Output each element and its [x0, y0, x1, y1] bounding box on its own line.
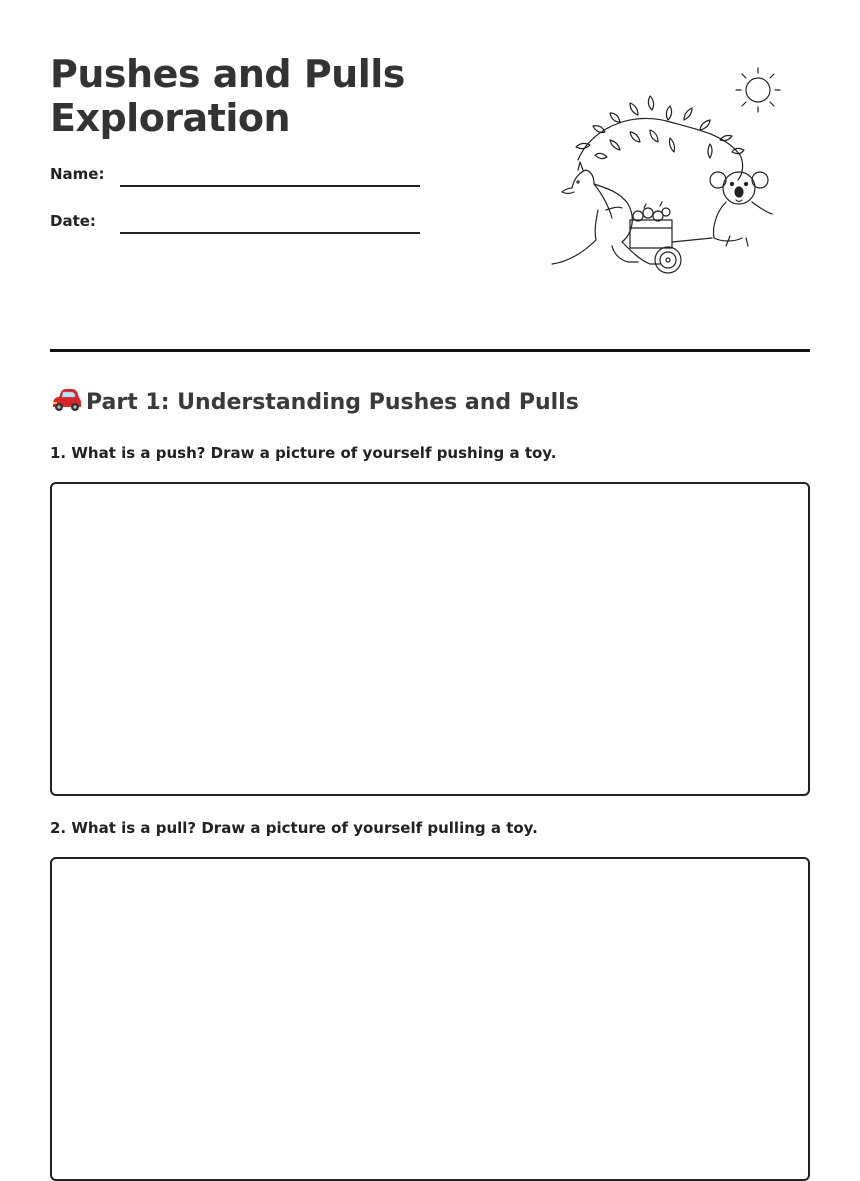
- kangaroo-koala-cart-illustration: [550, 60, 790, 280]
- part1-heading-text: Part 1: Understanding Pushes and Pulls: [86, 390, 579, 415]
- title-line-1: Pushes and Pulls: [50, 52, 405, 96]
- sun-icon: [736, 68, 780, 112]
- date-field: [50, 212, 420, 242]
- part1-heading: [50, 386, 579, 420]
- worksheet-title: [50, 52, 405, 140]
- worksheet-page: [50, 0, 810, 1161]
- push-drawing-box[interactable]: [50, 482, 810, 796]
- kangaroo-icon: [552, 162, 660, 264]
- name-label: Name:: [50, 165, 105, 183]
- question-1: 1. What is a push? Draw a picture of yourself pushing a toy.: [50, 444, 557, 462]
- pull-drawing-box[interactable]: [50, 857, 810, 1181]
- question-2: 2. What is a pull? Draw a picture of yourself pulling a toy.: [50, 819, 538, 837]
- red-car-icon: [50, 387, 82, 413]
- name-input-line[interactable]: [120, 185, 420, 187]
- vine-branch-icon: [576, 96, 744, 180]
- date-input-line[interactable]: [120, 232, 420, 234]
- date-label: Date:: [50, 212, 96, 230]
- fruit-cart-icon: [630, 202, 712, 273]
- koala-icon: [710, 172, 772, 246]
- name-field: [50, 165, 420, 195]
- title-line-2: Exploration: [50, 96, 291, 140]
- section-divider: [50, 349, 810, 352]
